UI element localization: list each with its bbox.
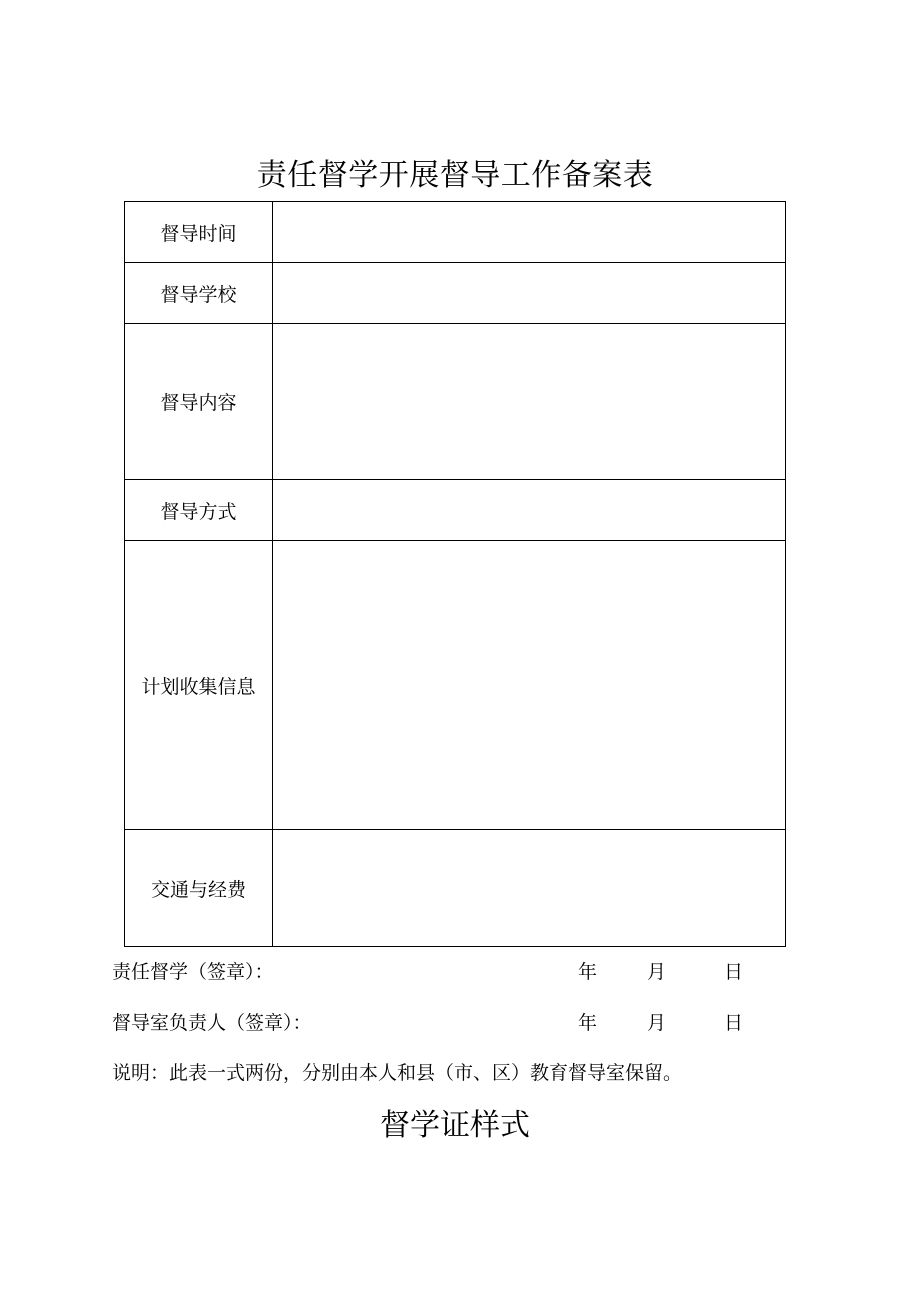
table-row (125, 263, 786, 324)
signature-office-head-day: 日 (724, 1012, 744, 1034)
row-label-supervision-time: 督导时间 (125, 202, 273, 263)
signature-supervisor-year: 年 (578, 961, 598, 983)
row-value-supervision-school[interactable] (273, 263, 786, 324)
row-value-transport-expense[interactable] (273, 830, 786, 947)
row-label-planned-info: 计划收集信息 (125, 541, 273, 830)
signature-supervisor-day: 日 (724, 961, 744, 983)
row-label-supervision-school: 督导学校 (125, 263, 273, 324)
section-title-certificate: 督学证样式 (380, 1108, 530, 1143)
row-value-supervision-time[interactable] (273, 202, 786, 263)
note-text: 说明：此表一式两份，分别由本人和县（市、区）教育督导室保留。 (112, 1062, 683, 1084)
row-label-supervision-method: 督导方式 (125, 480, 273, 541)
signature-office-head-month: 月 (647, 1012, 667, 1034)
signature-supervisor-month: 月 (647, 961, 667, 983)
document-title: 责任督学开展督导工作备案表 (256, 158, 654, 193)
row-value-supervision-method[interactable] (273, 480, 786, 541)
row-label-supervision-content: 督导内容 (125, 324, 273, 480)
table-row (125, 541, 786, 830)
table-row (125, 202, 786, 263)
table-row (125, 324, 786, 480)
row-label-transport-expense: 交通与经费 (125, 830, 273, 947)
row-value-supervision-content[interactable] (273, 324, 786, 480)
table-row (125, 830, 786, 947)
signature-supervisor-label: 责任督学（签章）： (112, 961, 274, 983)
row-value-planned-info[interactable] (273, 541, 786, 830)
signature-office-head-year: 年 (578, 1012, 598, 1034)
record-table (124, 201, 786, 947)
table-row (125, 480, 786, 541)
signature-office-head-label: 督导室负责人（签章）： (112, 1012, 312, 1034)
